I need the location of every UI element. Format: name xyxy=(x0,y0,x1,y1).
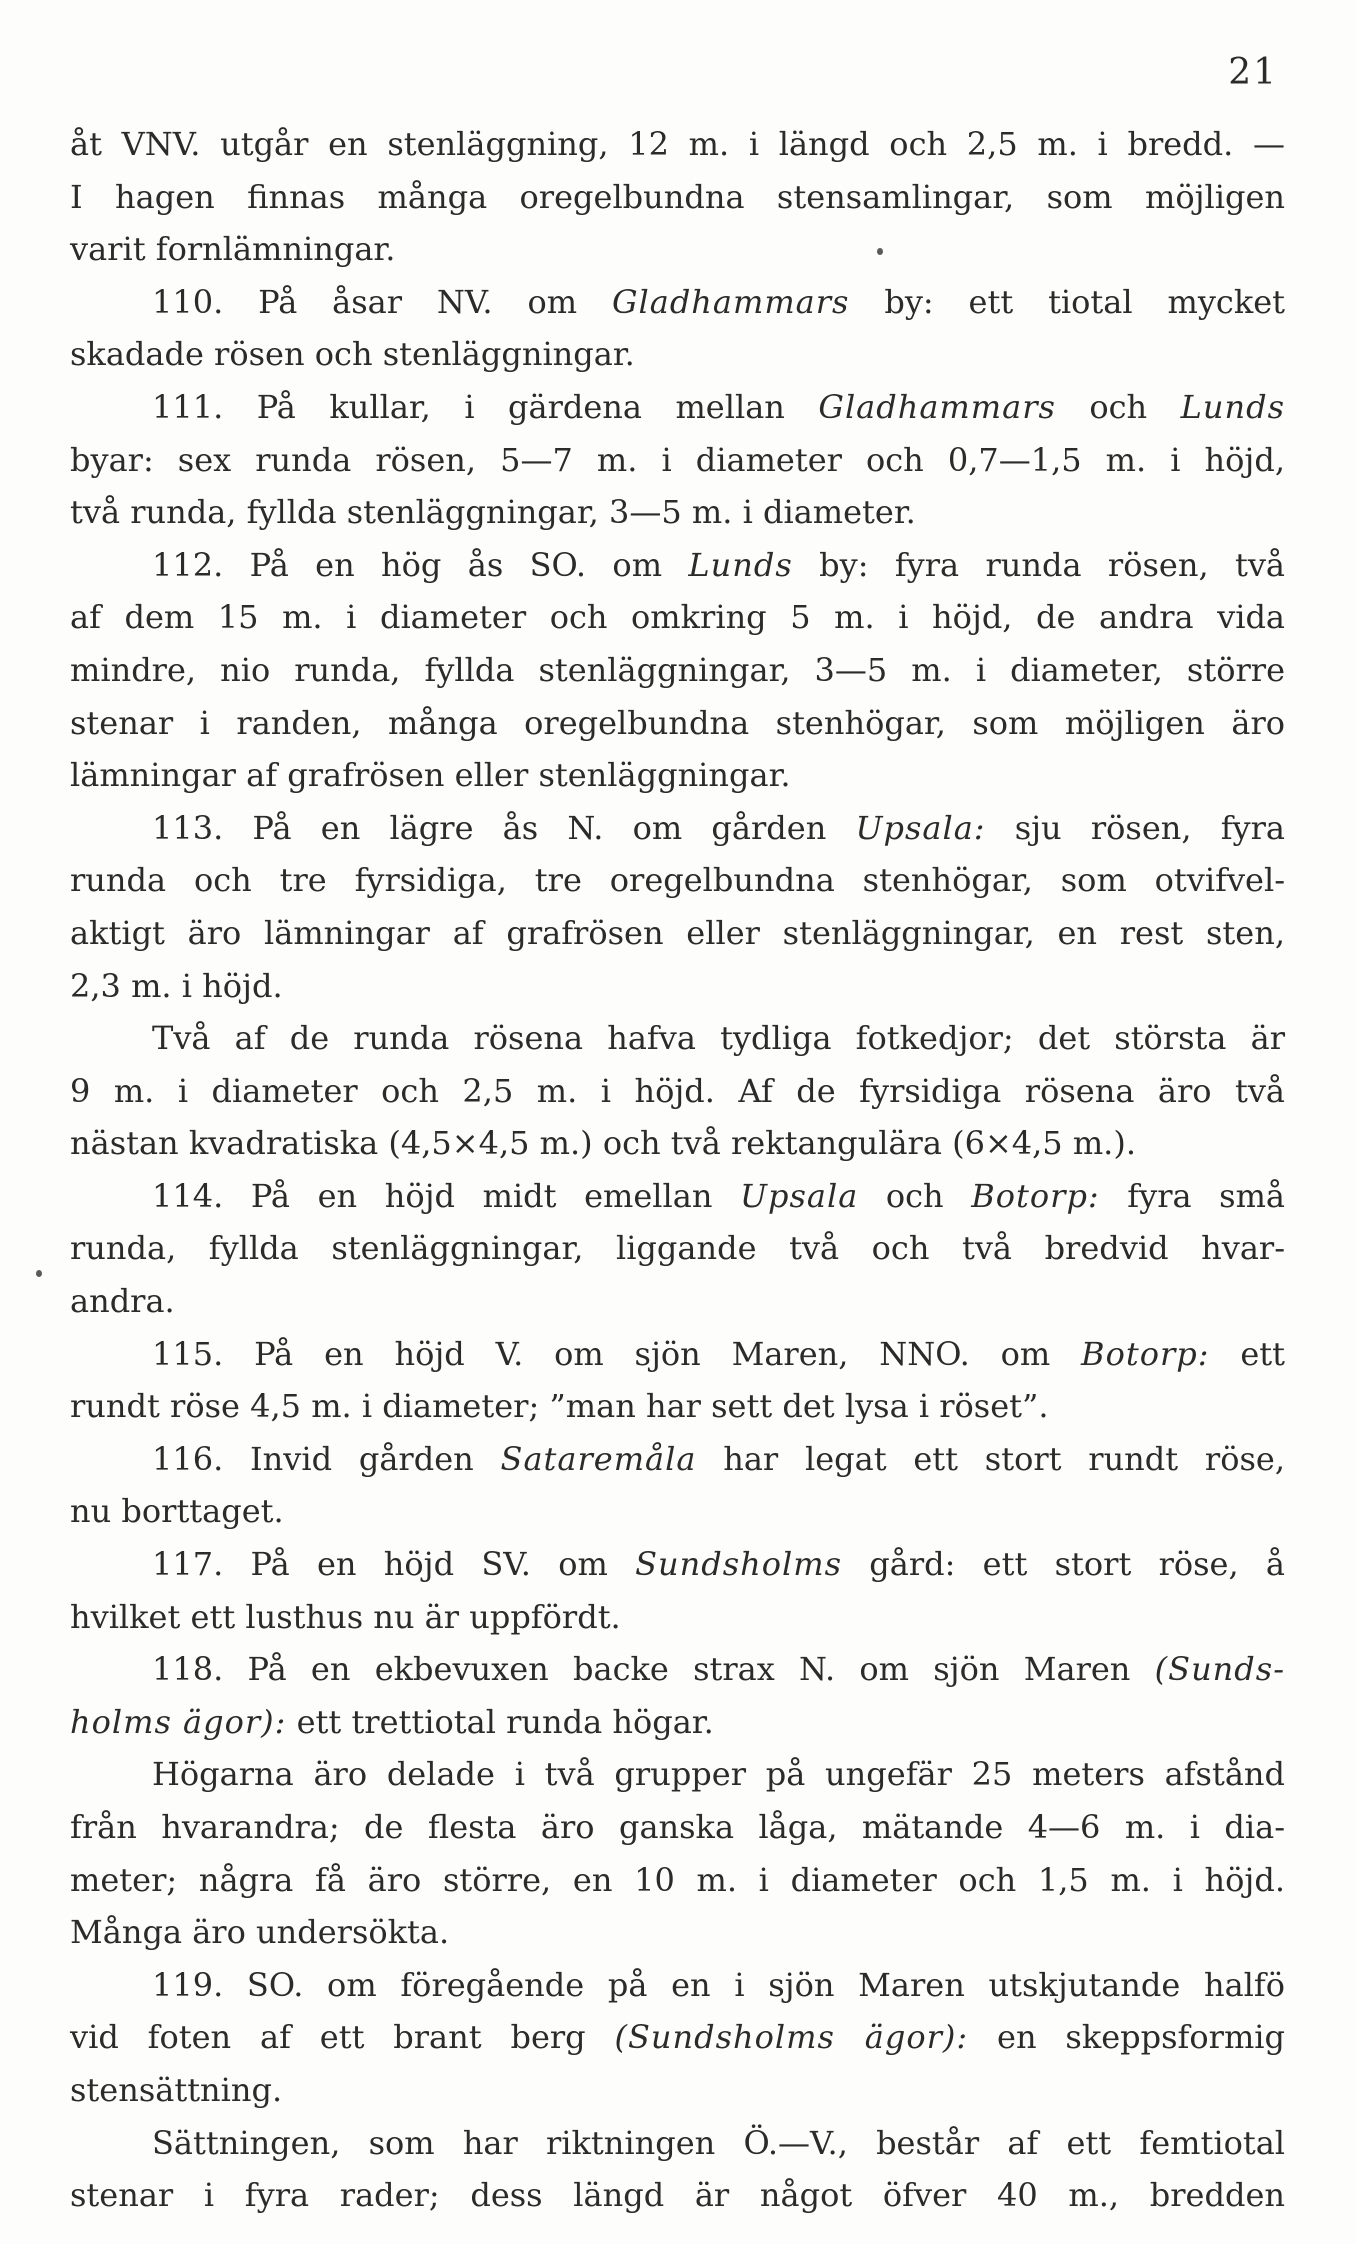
page-number: 21 xyxy=(1228,52,1278,93)
text-segment: 118. På en ekbevuxen backe strax N. om sjön Maren xyxy=(152,1650,1155,1689)
text-segment: stensättning. xyxy=(70,2070,283,2109)
italic-place-name: Sundsholms xyxy=(635,1545,843,1584)
text-segment: Sättningen, som har riktningen Ö.—V., består af ett femtiotal xyxy=(152,2123,1285,2162)
ink-speck xyxy=(36,1270,42,1277)
text-line xyxy=(70,1748,1285,1801)
text-line xyxy=(70,486,1285,539)
text-line xyxy=(70,1065,1285,1118)
text-segment: runda och tre fyrsidiga, tre oregelbundna stenhögar, som otvifvel- xyxy=(70,861,1285,900)
text-segment: byar: sex runda rösen, 5—7 m. i diameter och 0,7—1,5 m. i höjd, xyxy=(70,440,1285,479)
text-segment: 117. På en höjd SV. om xyxy=(152,1545,636,1584)
text-segment: nu borttaget. xyxy=(70,1492,284,1531)
text-line xyxy=(70,1801,1285,1854)
text-segment: stenar i randen, många oregelbundna stenhögar, som möjligen äro xyxy=(70,703,1285,742)
text-line xyxy=(70,539,1285,592)
text-segment: 115. På en höjd V. om sjön Maren, NNO. om xyxy=(152,1334,1082,1373)
text-segment: ett xyxy=(1209,1334,1285,1373)
text-segment: och xyxy=(1055,387,1181,426)
text-segment: runda, fyllda stenläggningar, liggande två och två bredvid hvar- xyxy=(70,1229,1285,1268)
text-segment: 113. På en lägre ås N. om gården xyxy=(152,808,856,847)
text-line xyxy=(70,381,1285,434)
text-line xyxy=(70,276,1285,329)
text-line xyxy=(70,749,1285,802)
text-line xyxy=(70,1222,1285,1275)
text-line xyxy=(70,1538,1285,1591)
text-segment: fyra små xyxy=(1099,1176,1285,1215)
italic-place-name: Sataremåla xyxy=(500,1439,697,1478)
text-line xyxy=(70,802,1285,855)
text-segment: sju rösen, fyra xyxy=(985,808,1286,847)
text-line xyxy=(70,1170,1285,1223)
text-segment: gård: ett stort röse, å xyxy=(842,1545,1286,1584)
text-segment: Två af de runda rösena hafva tydliga fotkedjor; det största är xyxy=(152,1019,1285,1058)
italic-place-name: Upsala xyxy=(740,1176,859,1215)
text-line xyxy=(70,2117,1285,2170)
italic-place-name: Gladhammars xyxy=(611,282,850,321)
text-segment: Högarna äro delade i två grupper på ungefär 25 meters afstånd xyxy=(152,1755,1285,1794)
text-segment: by: fyra runda rösen, två xyxy=(792,545,1286,584)
text-segment: varit fornlämningar. xyxy=(70,230,396,269)
text-segment: 2,3 m. i höjd. xyxy=(70,966,283,1005)
text-segment: skadade rösen och stenläggningar. xyxy=(70,335,635,374)
text-segment: lämningar af grafrösen eller stenläggningar. xyxy=(70,756,791,795)
text-segment: och xyxy=(858,1176,972,1215)
text-segment: en skeppsformig xyxy=(968,2018,1286,2057)
text-line xyxy=(70,171,1285,224)
italic-place-name: Gladhammars xyxy=(818,387,1056,426)
text-segment: 110. På åsar NV. om xyxy=(152,282,612,321)
text-segment: rundt röse 4,5 m. i diameter; ”man har sett det lysa i röset”. xyxy=(70,1387,1049,1426)
text-line xyxy=(70,1959,1285,2012)
text-line xyxy=(70,1696,1285,1749)
text-segment: 9 m. i diameter och 2,5 m. i höjd. Af de fyrsidiga rösena äro två xyxy=(70,1071,1285,1110)
text-line xyxy=(70,2064,1285,2117)
text-line xyxy=(70,1433,1285,1486)
text-segment: 119. SO. om föregående på en i sjön Maren utskjutande halfö xyxy=(152,1965,1285,2004)
italic-place-name: Botorp: xyxy=(971,1176,1100,1215)
italic-place-name: Lunds xyxy=(1180,387,1286,426)
text-line xyxy=(70,591,1285,644)
text-line xyxy=(70,2011,1285,2064)
text-line xyxy=(70,1643,1285,1696)
text-line xyxy=(70,1854,1285,1907)
text-segment: Många äro undersökta. xyxy=(70,1913,450,1952)
text-segment: af dem 15 m. i diameter och omkring 5 m. i höjd, de andra vida xyxy=(70,598,1285,637)
text-line xyxy=(70,1275,1285,1328)
italic-place-name: Upsala: xyxy=(855,808,986,847)
text-line xyxy=(70,1012,1285,1065)
text-line xyxy=(70,854,1285,907)
text-line xyxy=(70,1485,1285,1538)
italic-place-name: Lunds xyxy=(688,545,793,584)
body-text xyxy=(70,118,1285,2222)
text-line xyxy=(70,907,1285,960)
text-line xyxy=(70,328,1285,381)
italic-place-name: holms ägor): xyxy=(70,1702,287,1741)
italic-place-name: Botorp: xyxy=(1081,1334,1210,1373)
text-line xyxy=(70,644,1285,697)
text-segment: vid foten af ett brant berg xyxy=(70,2018,615,2057)
text-segment: har legat ett stort rundt röse, xyxy=(696,1439,1286,1478)
text-segment: nästan kvadratiska (4,5×4,5 m.) och två rektangulära (6×4,5 m.). xyxy=(70,1124,1136,1163)
text-segment: 114. På en höjd midt emellan xyxy=(152,1176,741,1215)
text-segment: 116. Invid gården xyxy=(152,1439,501,1478)
text-line xyxy=(70,223,1285,276)
text-segment: från hvarandra; de flesta äro ganska låga, mätande 4—6 m. i dia- xyxy=(70,1808,1285,1846)
text-line xyxy=(70,960,1285,1013)
text-line xyxy=(70,2169,1285,2222)
text-segment: aktigt äro lämningar af grafrösen eller stenläggningar, en rest sten, xyxy=(70,913,1285,952)
text-line xyxy=(70,1328,1285,1381)
text-line xyxy=(70,434,1285,487)
text-segment: andra. xyxy=(70,1282,175,1321)
text-segment: 112. På en hög ås SO. om xyxy=(152,545,689,584)
text-segment: 111. På kullar, i gärdena mellan xyxy=(152,387,819,426)
text-segment: mindre, nio runda, fyllda stenläggningar, 3—5 m. i diameter, större xyxy=(70,650,1285,689)
italic-place-name: (Sundsholms ägor): xyxy=(614,2018,969,2057)
text-line xyxy=(70,118,1285,171)
text-segment: I hagen finnas många oregelbundna stensamlingar, som möjligen xyxy=(70,177,1285,216)
text-segment: stenar i fyra rader; dess längd är något öfver 40 m., bredden xyxy=(70,2176,1285,2215)
text-segment: åt VNV. utgår en stenläggning, 12 m. i längd och 2,5 m. i bredd. — xyxy=(70,125,1285,163)
ink-speck xyxy=(877,248,883,255)
text-segment: hvilket ett lusthus nu är uppfördt. xyxy=(70,1597,621,1636)
text-line xyxy=(70,1906,1285,1959)
text-line xyxy=(70,697,1285,750)
text-line xyxy=(70,1380,1285,1433)
text-segment: ett trettiotal runda högar. xyxy=(286,1702,714,1741)
text-segment: två runda, fyllda stenläggningar, 3—5 m. i diameter. xyxy=(70,493,916,532)
text-segment: meter; några få äro större, en 10 m. i diameter och 1,5 m. i höjd. xyxy=(70,1860,1285,1899)
text-segment: by: ett tiotal mycket xyxy=(849,282,1286,321)
text-line xyxy=(70,1117,1285,1170)
text-line xyxy=(70,1591,1285,1644)
italic-place-name: (Sunds- xyxy=(1154,1650,1285,1689)
